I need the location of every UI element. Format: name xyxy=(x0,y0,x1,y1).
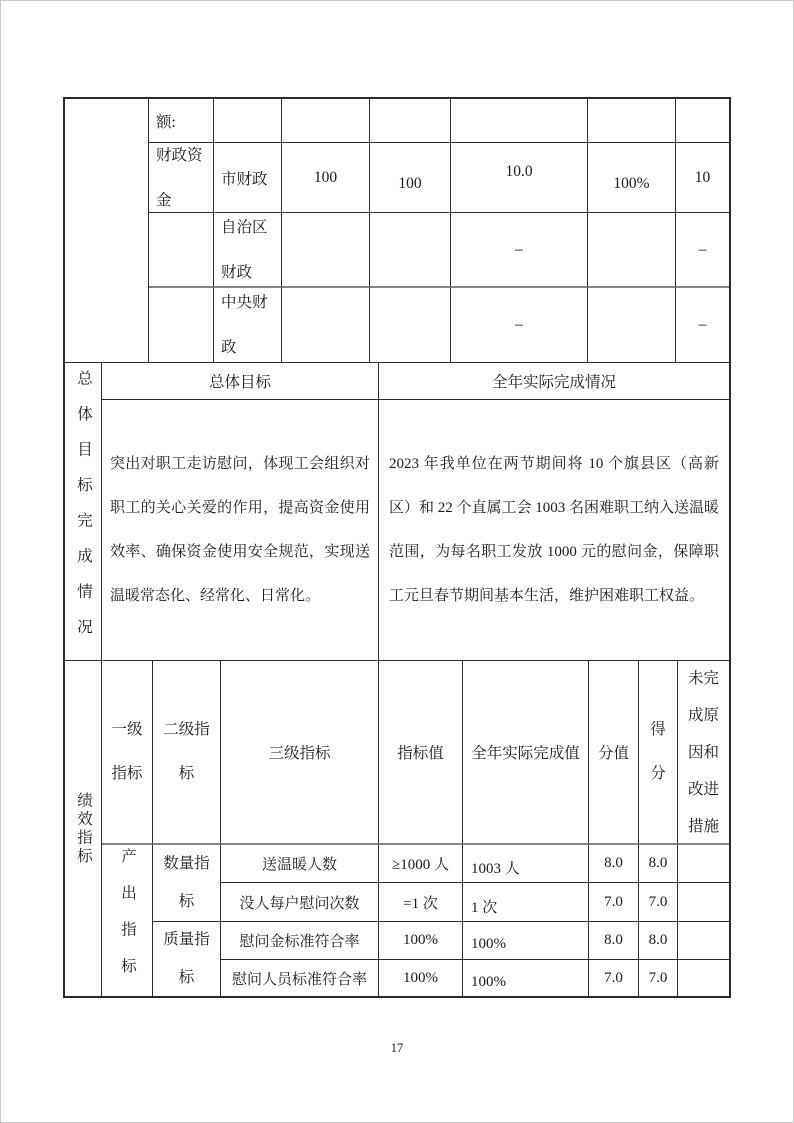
level1-group-cell xyxy=(102,845,153,996)
header-level1: 一级指标 xyxy=(102,661,153,845)
overall-actual-text-cell xyxy=(379,400,729,661)
empty-cell xyxy=(588,99,676,143)
header-level3: 三级指标 xyxy=(221,661,379,845)
header-score: 得分 xyxy=(639,661,678,845)
level2-group-quality: 质量指标 xyxy=(153,922,221,996)
city-fiscal-value-5: 10 xyxy=(676,143,729,213)
empty-cell xyxy=(588,288,676,363)
indicator-name: 送温暖人数 xyxy=(221,845,379,883)
indicator-reason xyxy=(678,845,729,883)
indicator-points: 8.0 xyxy=(589,922,639,960)
empty-cell xyxy=(65,99,149,363)
indicator-points: 7.0 xyxy=(589,960,639,996)
indicator-reason xyxy=(678,922,729,960)
indicator-score: 7.0 xyxy=(639,883,678,922)
performance-evaluation-table xyxy=(63,97,731,998)
empty-cell xyxy=(451,99,588,143)
indicator-target: ≥1000 人 xyxy=(379,845,463,883)
central-fiscal-label: 中央财政 xyxy=(214,288,282,363)
header-annual-actual-value: 全年实际完成值 xyxy=(463,661,589,845)
overall-goal-header: 总体目标 xyxy=(102,363,379,400)
overall-goal-section xyxy=(65,363,729,661)
city-fiscal-value-4: 100% xyxy=(588,143,676,213)
empty-cell xyxy=(282,99,370,143)
empty-cell xyxy=(282,213,370,288)
level2-group-quantity: 数量指标 xyxy=(153,845,221,922)
city-fiscal-value-1: 100 xyxy=(282,143,370,213)
indicator-actual: 100% xyxy=(463,960,589,996)
level1-group-label: 产出指标 xyxy=(119,847,136,994)
indicator-score: 8.0 xyxy=(639,845,678,883)
header-points: 分值 xyxy=(589,661,639,845)
header-level2: 二级指标 xyxy=(153,661,221,845)
header-target-value: 指标值 xyxy=(379,661,463,845)
empty-cell xyxy=(370,213,451,288)
indicator-actual: 1003 人 xyxy=(463,845,589,883)
indicator-target: 100% xyxy=(379,922,463,960)
central-fiscal-dash: – xyxy=(451,288,588,363)
overall-goal-text: 突出对职工走访慰问，体现工会组织对职工的关心关爱的作用，提高资金使用效率、确保资金使用安全规范，实现送温暖常态化、经常化、日常化。 xyxy=(110,456,370,604)
performance-side-label: 绩效指标 xyxy=(75,791,92,866)
fund-type-cell: 财政资金 xyxy=(149,143,214,213)
indicator-target: =1 次 xyxy=(379,883,463,922)
empty-cell xyxy=(676,99,729,143)
indicator-name: 慰问人员标准符合率 xyxy=(221,960,379,996)
performance-side-label-cell xyxy=(65,661,102,996)
empty-cell xyxy=(588,213,676,288)
overall-side-label-cell xyxy=(65,363,102,661)
city-fiscal-value-3: 10.0 xyxy=(451,143,588,213)
page-number: 17 xyxy=(390,1041,404,1055)
performance-indicator-section xyxy=(65,661,729,996)
empty-cell xyxy=(370,99,451,143)
indicator-target: 100% xyxy=(379,960,463,996)
overall-actual-header: 全年实际完成情况 xyxy=(379,363,729,400)
indicator-name: 没人每户慰问次数 xyxy=(221,883,379,922)
empty-cell xyxy=(282,288,370,363)
budget-funding-section xyxy=(65,99,729,363)
overall-actual-text: 2023 年我单位在两节期间将 10 个旗县区（高新区）和 22 个直属工会 1003 名困难职工纳入送温暖范围，为每名职工发放 1000 元的慰问金，保障职工元旦春节期间基本生活，维护困难职工权益。 xyxy=(389,456,720,604)
indicator-points: 7.0 xyxy=(589,883,639,922)
central-fiscal-dash: – xyxy=(676,288,729,363)
indicator-points: 8.0 xyxy=(589,845,639,883)
indicator-score: 7.0 xyxy=(639,960,678,996)
region-fiscal-dash: – xyxy=(676,213,729,288)
empty-cell xyxy=(370,288,451,363)
indicator-score: 8.0 xyxy=(639,922,678,960)
empty-cell xyxy=(149,213,214,288)
header-uncompleted-reason: 未完成原因和改进措施 xyxy=(678,661,729,845)
empty-cell xyxy=(214,99,282,143)
region-fiscal-label: 自治区财政 xyxy=(214,213,282,288)
city-fiscal-value-2: 100 xyxy=(370,143,451,213)
indicator-actual: 1 次 xyxy=(463,883,589,922)
overall-goal-text-cell xyxy=(102,400,379,661)
empty-cell xyxy=(149,288,214,363)
indicator-actual: 100% xyxy=(463,922,589,960)
overall-side-label: 总体目标完成情况 xyxy=(75,369,92,654)
city-fiscal-label: 市财政 xyxy=(214,143,282,213)
indicator-reason xyxy=(678,883,729,922)
indicator-name: 慰问金标准符合率 xyxy=(221,922,379,960)
budget-amount-tail-cell: 额: xyxy=(149,99,214,143)
indicator-reason xyxy=(678,960,729,996)
region-fiscal-dash: – xyxy=(451,213,588,288)
